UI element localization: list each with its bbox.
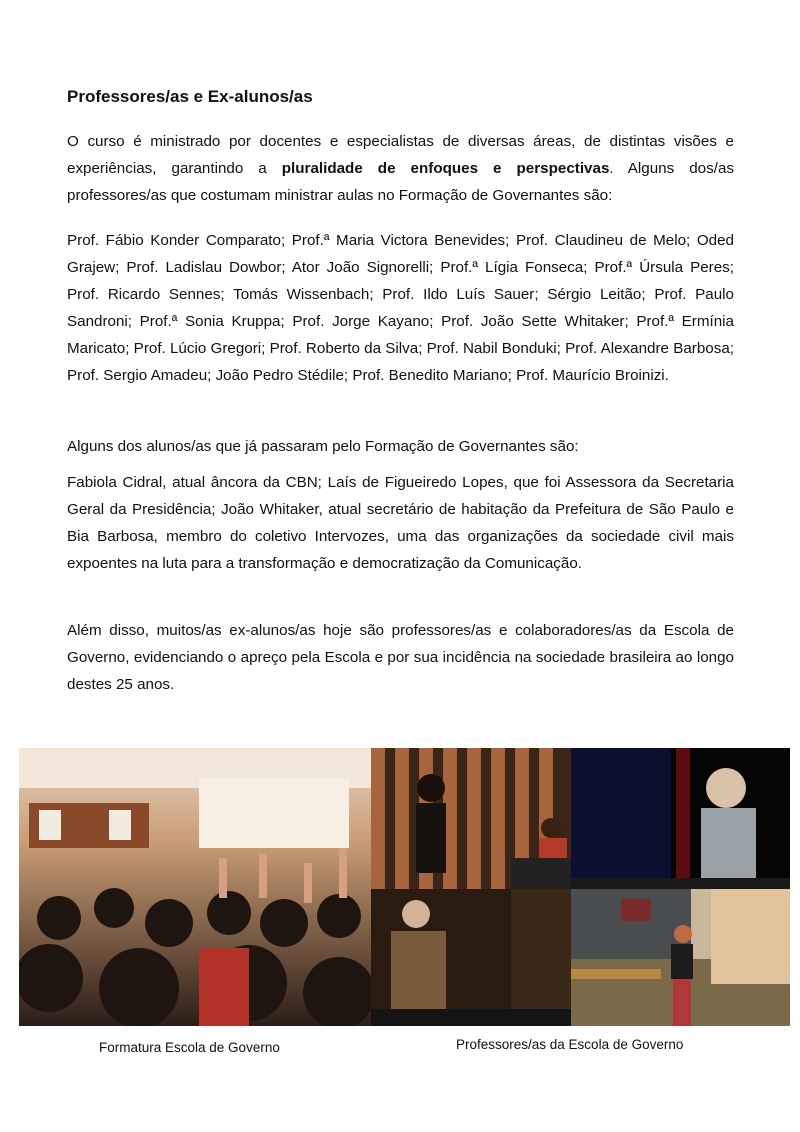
speaker-photo-1 <box>371 748 571 889</box>
speaker-photo-2 <box>571 748 790 889</box>
caption-professors: Professores/as da Escola de Governo <box>456 1037 684 1052</box>
speaker-photo-3 <box>371 889 571 1026</box>
section-heading: Professores/as e Ex-alunos/as <box>67 87 313 106</box>
alumni-intro-paragraph: Alguns dos alunos/as que já passaram pelo Formação de Governantes são: <box>67 438 579 455</box>
intro-text-bold: pluralidade de enfoques e perspectivas <box>281 160 610 177</box>
caption-graduation: Formatura Escola de Governo <box>99 1040 280 1055</box>
alumni-list-paragraph: Fabiola Cidral, atual âncora da CBN; Laís de Figueiredo Lopes, que foi Assessora da Secretaria Geral da Presidência; João Whitaker, atual secretário de habitação da Prefeitura de São Paulo e Bia Barbosa, membro do coletivo Intervozes, uma das organizações da sociedade civil mais expoentes na luta para a transformação e democratização da Comunicação. <box>67 474 734 572</box>
intro-text-after: . Alguns dos/as professores/as que costumam ministrar aulas no Formação de Governantes são: <box>67 160 734 204</box>
professors-list-paragraph: Prof. Fábio Konder Comparato; Prof.ª Maria Victora Benevides; Prof. Claudineu de Melo; Oded Grajew; Prof. Ladislau Dowbor; Ator João Signorelli; Prof.ª Lígia Fonseca; Prof.ª Úrsula Peres; Prof. Ricardo Sennes; Tomás Wissenbach; Prof. Ildo Luís Sauer; Sérgio Leitão; Prof. Paulo Sandroni; Prof.ª Sonia Kruppa; Prof. Jorge Kayano; Prof. João Sette Whitaker; Prof.ª Ermínia Maricato; Prof. Lúcio Gregori; Prof. Roberto da Silva; Prof. Nabil Bonduki; Prof. Alexandre Barbosa; Prof. Sergio Amadeu; João Pedro Stédile; Prof. Benedito Mariano; Prof. Maurício Broinizi. <box>67 232 734 384</box>
graduation-photo <box>19 748 371 1026</box>
intro-paragraph <box>67 128 734 209</box>
intro-text-before: O curso é ministrado por docentes e especialistas de diversas áreas, de distintas visões e experiências, garantindo a <box>67 133 734 177</box>
speaker-photo-4 <box>571 889 790 1026</box>
closing-paragraph: Além disso, muitos/as ex-alunos/as hoje são professores/as e colaboradores/as da Escola de Governo, evidenciando o apreço pela Escola e por sua incidência na sociedade brasileira ao longo destes 25 anos. <box>67 622 734 693</box>
professors-photo-grid <box>371 748 790 1026</box>
